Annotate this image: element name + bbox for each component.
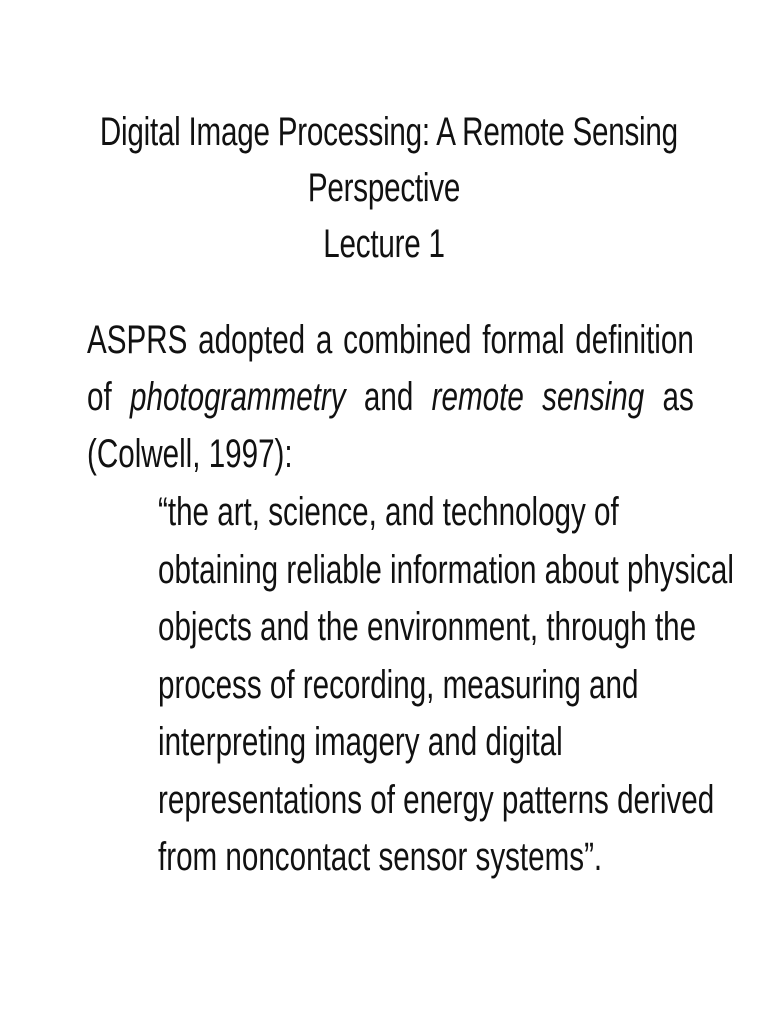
intro-text-1: ASPRS adopted a combined formal definition of <box>87 318 694 419</box>
quote-line: from noncontact sensor systems”. <box>158 835 603 879</box>
title-line-1: Digital Image Processing: A Remote Sensing <box>99 110 678 154</box>
quote-line: interpreting imagery and digital <box>158 720 563 764</box>
intro-text-3: as (Colwell, 1997): <box>87 375 694 476</box>
quote-line: process of recording, measuring and <box>158 662 639 707</box>
quote-line: objects and the environment, through the <box>158 605 697 649</box>
quote-line: representations of energy patterns derived <box>158 777 715 822</box>
slide-title <box>0 104 768 272</box>
intro-paragraph <box>87 312 694 483</box>
title-line-2: Perspective <box>307 166 461 210</box>
quote-line: “the art, science, and technology of <box>158 490 619 534</box>
term-remote-sensing: remote sensing <box>431 375 645 419</box>
quote-line: obtaining reliable information about physical <box>158 547 734 592</box>
term-photogrammetry: photogrammetry <box>130 375 346 419</box>
title-line-3: Lecture 1 <box>323 222 445 266</box>
definition-quote <box>158 484 734 887</box>
intro-text-2: and <box>345 375 432 419</box>
